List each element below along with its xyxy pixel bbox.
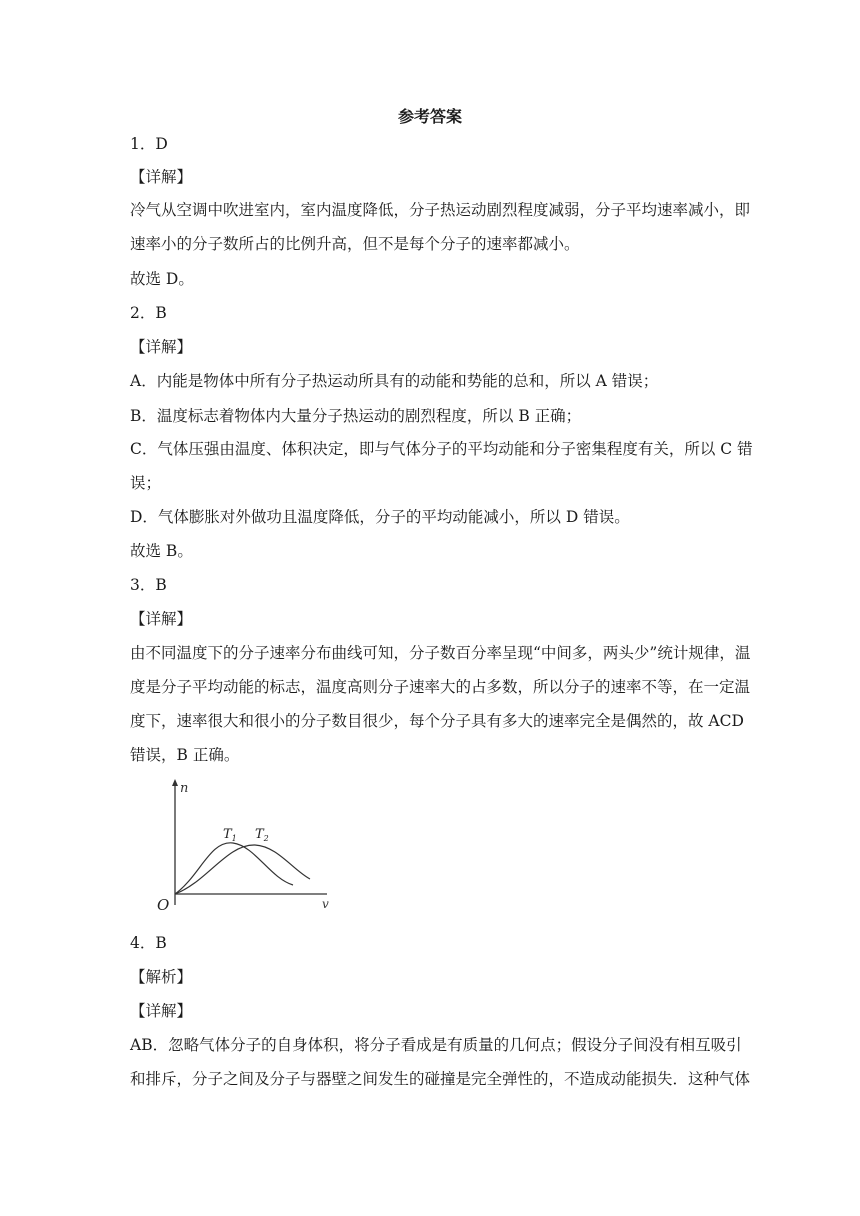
answer-2-option-b: B．温度标志着物体内大量分子热运动的剧烈程度，所以 B 正确； [130,407,582,425]
answer-1-conclusion: 故选 D。 [130,270,194,288]
answer-2-option-c-cont: 误； [130,474,162,492]
answer-2-option-c: C．气体压强由温度、体积决定，即与气体分子的平均动能和分子密集程度有关，所以 C 错 [130,440,753,458]
answer-4-text-line: AB．忽略气体分子的自身体积，将分子看成是有质量的几何点；假设分子间没有相互吸引 [130,1036,742,1054]
answer-3-text-line: 错误，B 正确。 [130,746,240,764]
y-axis-label: n [180,781,189,796]
y-axis-arrow [172,779,178,786]
answer-2-option-d: D．气体膨胀对外做功且温度降低，分子的平均动能减小，所以 D 错误。 [130,508,630,526]
answer-3-text-line: 度是分子平均动能的标志，温度高则分子速率大的占多数，所以分子的速率不等，在一定温 [130,678,751,696]
curve-t1 [175,843,293,894]
answer-3-text-line: 由不同温度下的分子速率分布曲线可知，分子数百分率呈现“中间多，两头少”统计规律，温 [130,644,751,662]
speed-distribution-figure [155,778,335,917]
answer-4-heading: 4．B [130,934,167,952]
answer-2-heading: 2．B [130,304,167,322]
answer-4-detail-label: 【详解】 [130,1002,193,1020]
answer-2-option-a: A．内能是物体中所有分子热运动所具有的动能和势能的总和，所以 A 错误； [130,372,659,390]
page-title: 参考答案 [397,107,462,126]
answer-3-detail-label: 【详解】 [130,610,193,628]
curve-t1-label: $T_1$ [223,827,237,843]
answer-2-conclusion: 故选 B。 [130,542,193,560]
answer-4-text-line: 和排斥，分子之间及分子与器壁之间发生的碰撞是完全弹性的，不造成动能损失．这种气体 [130,1070,751,1088]
answer-1-detail-label: 【详解】 [130,168,193,186]
answer-4-analysis-label: 【解析】 [130,968,193,986]
origin-label: O [157,896,170,913]
curve-t2-label: $T_2$ [255,827,269,843]
distribution-diagram [155,778,335,913]
answer-1-heading: 1．D [130,135,168,153]
x-axis-label: v [322,897,329,911]
answer-2-detail-label: 【详解】 [130,338,193,356]
answer-3-heading: 3．B [130,576,167,594]
answer-1-text-line: 冷气从空调中吹进室内，室内温度降低，分子热运动剧烈程度减弱，分子平均速率减小，即 [130,201,751,219]
curve-t2 [175,845,310,894]
answer-3-text-line: 度下，速率很大和很小的分子数目很少，每个分子具有多大的速率完全是偶然的，故 ACD [130,712,744,730]
answer-1-text-line: 速率小的分子数所占的比例升高，但不是每个分子的速率都减小。 [130,235,580,253]
